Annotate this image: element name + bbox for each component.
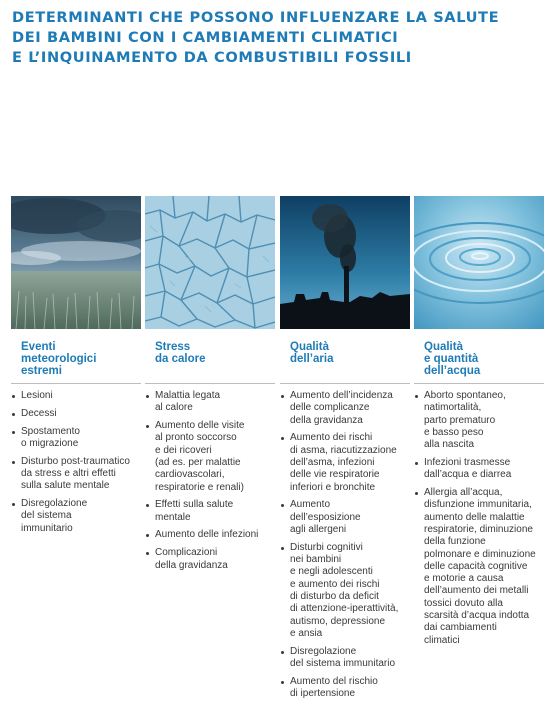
list-item: Aborto spontaneo, natimortalità, parto prematuro e basso peso alla nascita [414, 390, 544, 451]
title-line-1: DETERMINANTI CHE POSSONO INFLUENZARE LA SALUTE [12, 9, 500, 26]
factory-smokestack-image [280, 196, 410, 329]
storm-sky-wheat-field-image [11, 196, 141, 329]
title-line-3: E L’INQUINAMENTO DA COMBUSTIBILI FOSSILI [12, 49, 412, 66]
list-item: Aumento delle visite al pronto soccorso e dei ricoveri (ad es. per malattie cardiovascolari, respiratorie e renali) [145, 420, 275, 494]
effects-list [11, 390, 141, 535]
column-air-quality [280, 196, 410, 706]
list-item: Disturbi cognitivi nei bambini e negli adolescenti e aumento dei rischi di disturbo da deficit di attenzione-iperattività, autismo, depressione e ansia [280, 542, 410, 640]
list-item: Disregolazione del sistema immunitario [11, 498, 141, 535]
list-item: Infezioni trasmesse dall’acqua e diarrea [414, 457, 544, 482]
divider [145, 383, 275, 384]
list-item: Disregolazione del sistema immunitario [280, 646, 410, 671]
column-heat-stress [145, 196, 275, 577]
column-heading: Eventi meteorologici estremi [21, 341, 97, 377]
list-item: Allergia all’acqua, disfunzione immunitaria, aumento delle malattie respiratorie, diminuzione della funzione polmonare e diminuzione delle capacità cognitive e motorie a causa dell’aumento dei metalli tossici dovuto alla scarsità d’acqua indotta dai cambiamenti climatici [414, 487, 544, 647]
list-item: Aumento dei rischi di asma, riacutizzazione dell’asma, infezioni delle vie respiratorie inferiori e bronchite [280, 432, 410, 493]
cracked-dry-earth-image [145, 196, 275, 329]
column-extreme-weather [11, 196, 141, 540]
divider [414, 383, 544, 384]
page-title [12, 8, 542, 68]
list-item: Aumento dell’incidenza delle complicanze della gravidanza [280, 390, 410, 427]
effects-list [414, 390, 544, 647]
divider [280, 383, 410, 384]
column-heading: Stress da calore [155, 341, 206, 365]
list-item: Malattia legata al calore [145, 390, 275, 415]
divider [11, 383, 141, 384]
list-item: Decessi [11, 408, 141, 420]
determinants-columns [11, 196, 548, 716]
list-item: Disturbo post-traumatico da stress e altri effetti sulla salute mentale [11, 456, 141, 493]
column-heading: Qualità e quantità dell’acqua [424, 341, 481, 377]
list-item: Aumento dell’esposizione agli allergeni [280, 499, 410, 536]
list-item: Lesioni [11, 390, 141, 402]
list-item: Effetti sulla salute mentale [145, 499, 275, 524]
title-line-2: DEI BAMBINI CON I CAMBIAMENTI CLIMATICI [12, 29, 399, 46]
list-item: Aumento del rischio di ipertensione [280, 676, 410, 701]
list-item: Aumento delle infezioni [145, 529, 275, 541]
effects-list [280, 390, 410, 700]
list-item: Spostamento o migrazione [11, 426, 141, 451]
column-heading: Qualità dell’aria [290, 341, 334, 365]
effects-list [145, 390, 275, 572]
list-item: Complicazioni della gravidanza [145, 547, 275, 572]
column-water-quality [414, 196, 544, 652]
water-ripple-image [414, 196, 544, 329]
